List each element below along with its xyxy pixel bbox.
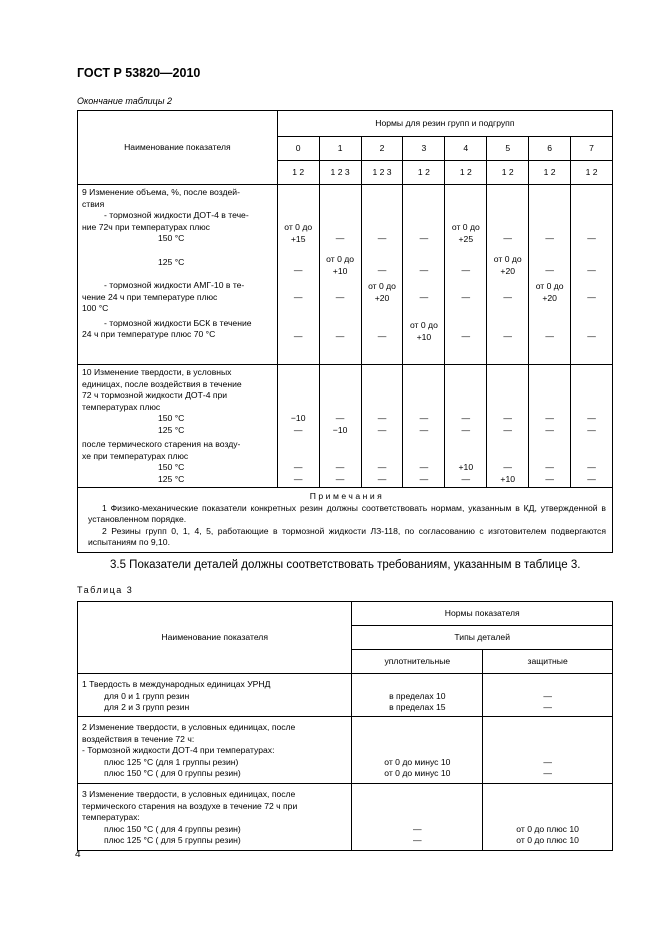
cell-row9-v125-5: от 0 до +20 <box>493 254 522 276</box>
cell-row10-va125-7: — <box>587 473 596 484</box>
row10-aging-2: хе при температурах плюс <box>82 450 189 461</box>
subgroup-1: 1 2 3 <box>319 161 361 185</box>
cell-row9-v100-6: от 0 до +20 <box>535 281 564 303</box>
t3-r1-p1: — <box>543 690 552 701</box>
t3-norms-header: Нормы показателя <box>352 602 613 626</box>
table-3 <box>77 601 613 851</box>
cell-row9-v100-1: — <box>335 292 345 302</box>
row10-t150: 150 °С <box>158 413 185 423</box>
section-3-5: 3.5 Показатели деталей должны соответствовать требованиям, указанным в таблице 3. <box>110 559 581 571</box>
t3-type-sealing: уплотнительные <box>352 650 483 674</box>
cell-row9-v70-1: — <box>335 331 345 341</box>
cell-row10-va150-2: — <box>377 462 387 472</box>
cell-row9-v125-7: — <box>587 265 596 275</box>
subgroup-6: 1 2 <box>529 161 571 185</box>
cell-row9-v70-3: от 0 до +10 <box>409 320 438 342</box>
row9-a-2: ние 72ч при температурах плюс <box>82 221 210 232</box>
note-1: 1 Физико-механические показатели конкретных резин должны соответствовать нормам, указанным в КД, утвержденной в установленном порядке. <box>88 502 606 524</box>
row9-c-2: 24 ч при температуре плюс 70 °С <box>82 329 216 339</box>
t3-col-header: Наименование показателя <box>78 602 352 674</box>
cell-row10-v150-0: −10 <box>290 413 306 423</box>
table2-caption: Окончание таблицы 2 <box>77 96 172 106</box>
note-2: 2 Резины групп 0, 1, 4, 5, работающие в тормозной жидкости ЛЗ-118, по согласованию с изготовителем подвергаются испытаниям по 9,10. <box>88 525 606 547</box>
row9-b-2: чение 24 ч при температуре плюс <box>82 291 218 302</box>
t3-r1-l1: для 0 и 1 групп резин <box>104 690 190 701</box>
cell-row9-v150-7: — <box>587 233 596 243</box>
subgroup-5: 1 2 <box>487 161 529 185</box>
table-row <box>78 365 613 488</box>
row9-b-3: 100 °С <box>82 303 109 313</box>
row10-a125: 125 °С <box>158 473 185 484</box>
t3-r3-title-3: температурах: <box>82 812 140 822</box>
row10-title-2: единицах, после воздействия в течение <box>82 378 242 389</box>
cell-row10-va125-6: — <box>545 473 554 484</box>
t3-r2-u2: от 0 до минус 10 <box>384 768 451 778</box>
cell-row10-va125-4: — <box>461 473 471 484</box>
table3-caption: Таблица 3 <box>77 585 134 595</box>
cell-row9-v100-7: — <box>587 292 596 302</box>
cell-row10-v125-2: — <box>377 424 387 435</box>
cell-row9-v70-0: — <box>293 331 303 341</box>
t3-type-protective: защитные <box>483 650 613 674</box>
notes-title: Примечания <box>309 491 385 501</box>
row9-a-1: - тормозной жидкости ДОТ-4 в тече- <box>104 210 249 220</box>
cell-row10-v125-5: — <box>503 424 513 435</box>
t3-r1-l2: для 2 и 3 групп резин <box>104 702 190 712</box>
t3-r2-u1: от 0 до минус 10 <box>384 756 451 767</box>
row10-label <box>78 365 278 488</box>
t3-r3-p2: от 0 до плюс 10 <box>516 835 579 845</box>
row10-title-3: 72 ч тормозной жидкости ДОТ-4 при <box>82 390 228 400</box>
cell-row9-v100-4: — <box>461 292 471 302</box>
t3-r2-title-2: воздействия в течение 72 ч: <box>82 733 195 744</box>
cell-row9-v70-2: — <box>377 331 387 341</box>
cell-row9-v150-0: от 0 до +15 <box>284 222 313 244</box>
row9-t150: 150 °С <box>158 233 185 243</box>
cell-row10-v150-7: — <box>587 413 596 423</box>
subgroup-0: 1 2 <box>277 161 319 185</box>
t3-r3-p1: от 0 до плюс 10 <box>516 823 579 834</box>
row10-title-1: 10 Изменение твердости, в условных <box>82 367 232 377</box>
table-row <box>78 717 613 784</box>
cell-row9-v70-6: — <box>545 331 554 341</box>
t3-r1-p2: — <box>543 702 552 712</box>
cell-row9-v150-5: — <box>503 233 513 243</box>
cell-row10-v150-6: — <box>545 413 554 423</box>
t3-r3-title-2: термического старения на воздухе в течение 72 ч при <box>82 800 298 811</box>
table-row <box>78 674 613 717</box>
t3-r2-p2: — <box>543 768 552 778</box>
t3-r1-u1: в пределах 10 <box>389 690 446 701</box>
t3-r2-title-1: 2 Изменение твердости, в условных единицах, после <box>82 722 296 732</box>
table-2 <box>77 110 613 553</box>
cell-row10-v150-5: — <box>503 413 513 423</box>
row10-title-4: температурах плюс <box>82 401 161 412</box>
cell-row10-va150-6: — <box>545 462 554 472</box>
group-7: 7 <box>571 137 613 161</box>
cell-row10-v150-2: — <box>377 413 387 423</box>
row9-label <box>78 185 278 365</box>
cell-row9-v100-3: — <box>419 292 429 302</box>
t3-r2-sub: - Тормозной жидкости ДОТ-4 при температурах: <box>82 745 275 755</box>
group-6: 6 <box>529 137 571 161</box>
cell-row10-v125-6: — <box>545 424 554 435</box>
cell-row9-v150-3: — <box>419 233 429 243</box>
t3-r3-u2: — <box>413 835 422 845</box>
cell-row9-v100-5: — <box>503 292 513 302</box>
cell-row10-va125-3: — <box>419 473 429 484</box>
t3-r3-l2: плюс 125 °С ( для 5 группы резин) <box>104 835 241 845</box>
group-2: 2 <box>361 137 403 161</box>
t3-r2-p1: — <box>543 756 552 767</box>
table2-notes <box>78 488 613 553</box>
cell-row9-v125-2: — <box>377 265 387 275</box>
cell-row9-v100-0: — <box>293 292 303 302</box>
row9-t125: 125 °С <box>158 256 185 267</box>
cell-row9-v70-4: — <box>461 331 471 341</box>
cell-row10-v125-0: — <box>293 424 303 435</box>
row9-c-1: - тормозной жидкости БСК в течение <box>104 317 252 328</box>
cell-row10-v150-4: — <box>461 413 471 423</box>
cell-row9-v70-7: — <box>587 331 596 341</box>
subgroup-3: 1 2 <box>403 161 445 185</box>
cell-row10-v125-4: — <box>461 424 471 435</box>
standard-number: ГОСТ Р 53820—2010 <box>77 66 201 80</box>
cell-row9-v125-4: — <box>461 265 471 275</box>
cell-row10-v150-3: — <box>419 413 429 423</box>
t3-r2-l1: плюс 125 °С (для 1 группы резин) <box>104 756 239 767</box>
col-header-name: Наименование показателя <box>78 111 278 185</box>
row10-t125: 125 °С <box>158 424 185 435</box>
subgroup-2: 1 2 3 <box>361 161 403 185</box>
cell-row10-va125-5: +10 <box>500 473 515 484</box>
cell-row9-v125-6: — <box>545 265 554 275</box>
cell-row10-v125-3: — <box>419 424 429 435</box>
subgroup-7: 1 2 <box>571 161 613 185</box>
cell-row10-va125-0: — <box>293 473 303 484</box>
cell-row9-v100-2: от 0 до +20 <box>368 281 396 303</box>
cell-row10-va150-4: +10 <box>458 462 474 472</box>
t3-r2-l2: плюс 150 °С ( для 0 группы резин) <box>104 768 241 778</box>
cell-row10-va150-1: — <box>335 462 345 472</box>
cell-row10-v125-1: −10 <box>332 424 348 435</box>
cell-row10-va150-0: — <box>293 462 303 472</box>
row9-title-1: 9 Изменение объема, %, после воздей- <box>82 187 240 197</box>
row10-aging-1: после термического старения на возду- <box>82 439 241 449</box>
cell-row10-va125-2: — <box>377 473 387 484</box>
t3-r3-l1: плюс 150 °С ( для 4 группы резин) <box>104 823 241 834</box>
cell-row10-va150-3: — <box>419 462 429 472</box>
group-3: 3 <box>403 137 445 161</box>
cell-row10-v150-1: — <box>335 413 345 423</box>
cell-row10-va150-5: — <box>503 462 513 472</box>
t3-r3-u1: — <box>413 823 422 834</box>
cell-row9-v150-6: — <box>545 233 554 243</box>
cell-row9-v150-1: — <box>335 233 345 243</box>
cell-row10-v125-7: — <box>587 424 596 435</box>
group-1: 1 <box>319 137 361 161</box>
subgroup-4: 1 2 <box>445 161 487 185</box>
cell-row9-v125-3: — <box>419 265 429 275</box>
table-row <box>78 784 613 851</box>
t3-types-header: Типы деталей <box>352 626 613 650</box>
cell-row9-v150-2: — <box>377 233 387 243</box>
cell-row9-v70-5: — <box>503 331 513 341</box>
cell-row9-v150-4: от 0 до +25 <box>451 222 480 244</box>
row9-title-2: ствия <box>82 198 105 209</box>
t3-r1-title: 1 Твердость в международных единицах УРНД <box>82 679 271 689</box>
table-row <box>78 185 613 365</box>
cell-row9-v125-0: — <box>293 265 303 275</box>
row9-b-1: - тормозной жидкости АМГ-10 в те- <box>104 280 245 290</box>
group-0: 0 <box>277 137 319 161</box>
norms-header: Нормы для резин групп и подгрупп <box>277 111 612 137</box>
page-number: 4 <box>75 849 81 860</box>
cell-row10-va150-7: — <box>587 462 596 472</box>
row10-a150: 150 °С <box>158 462 185 472</box>
t3-r3-title-1: 3 Изменение твердости, в условных единицах, после <box>82 789 296 799</box>
group-4: 4 <box>445 137 487 161</box>
cell-row9-v125-1: от 0 до +10 <box>326 254 355 276</box>
cell-row10-va125-1: — <box>335 473 345 484</box>
group-5: 5 <box>487 137 529 161</box>
t3-r1-u2: в пределах 15 <box>389 702 446 712</box>
